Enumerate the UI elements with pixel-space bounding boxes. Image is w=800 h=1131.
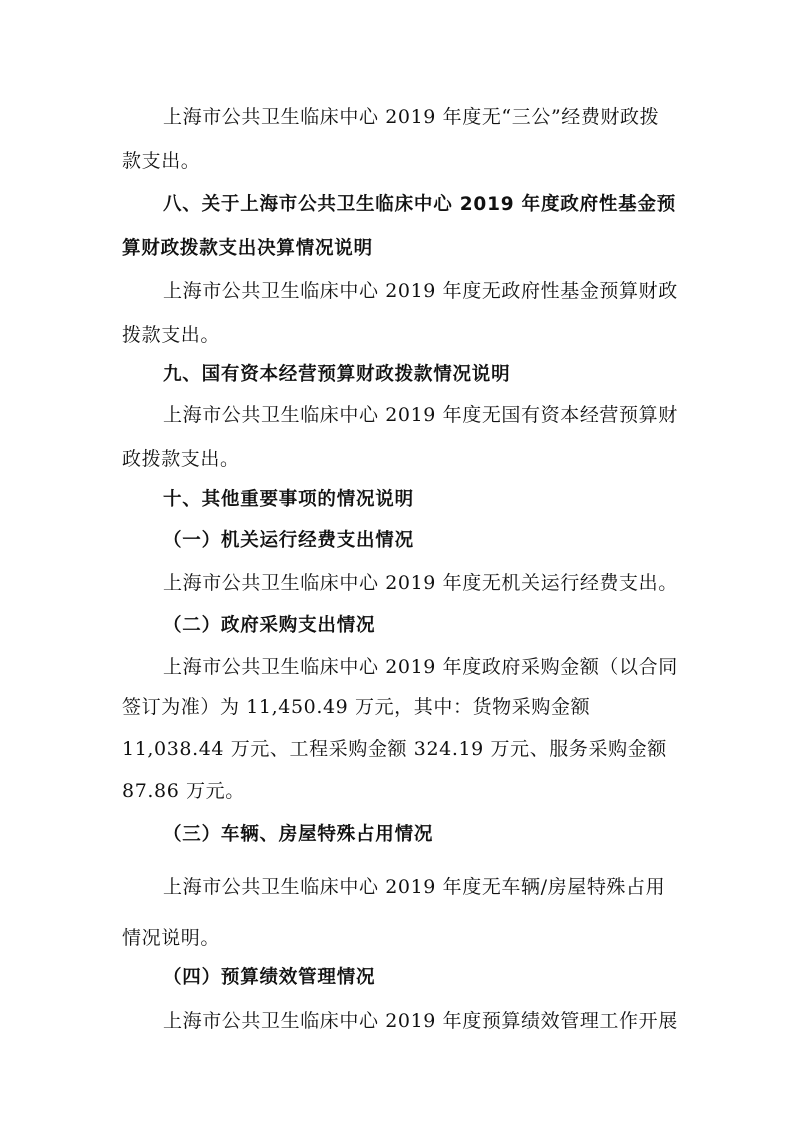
paragraph-line: 上海市公共卫生临床中心 2019 年度无“三公”经费财政拨: [163, 106, 660, 128]
paragraph-line: 政拨款支出。: [122, 448, 240, 470]
subsection-heading: （三）车辆、房屋特殊占用情况: [163, 824, 434, 845]
paragraph-line: 上海市公共卫生临床中心 2019 年度预算绩效管理工作开展: [163, 1010, 678, 1032]
paragraph-line: 上海市公共卫生临床中心 2019 年度无政府性基金预算财政: [163, 280, 678, 302]
paragraph-line: 87.86 万元。: [122, 780, 245, 802]
subsection-heading: （四）预算绩效管理情况: [163, 967, 376, 988]
section-heading: 十、其他重要事项的情况说明: [163, 489, 414, 510]
paragraph-line: 11,038.44 万元、工程采购金额 324.19 万元、服务采购金额: [122, 738, 667, 760]
paragraph-line: 情况说明。: [122, 927, 221, 949]
subsection-heading: （二）政府采购支出情况: [163, 615, 376, 636]
paragraph-line: 拨款支出。: [122, 324, 221, 346]
section-heading: 算财政拨款支出决算情况说明: [122, 238, 373, 259]
paragraph-line: 上海市公共卫生临床中心 2019 年度无车辆/房屋特殊占用: [163, 876, 666, 898]
paragraph-line: 签订为准）为 11,450.49 万元，其中：货物采购金额: [122, 696, 591, 718]
subsection-heading: （一）机关运行经费支出情况: [163, 530, 414, 551]
section-heading: 八、关于上海市公共卫生临床中心 2019 年度政府性基金预: [163, 194, 677, 215]
paragraph-line: 上海市公共卫生临床中心 2019 年度无机关运行经费支出。: [163, 572, 678, 594]
section-heading: 九、国有资本经营预算财政拨款情况说明: [163, 364, 511, 385]
paragraph-line: 上海市公共卫生临床中心 2019 年度无国有资本经营预算财: [163, 404, 678, 426]
paragraph-line: 款支出。: [122, 150, 201, 172]
paragraph-line: 上海市公共卫生临床中心 2019 年度政府采购金额（以合同: [163, 656, 678, 678]
